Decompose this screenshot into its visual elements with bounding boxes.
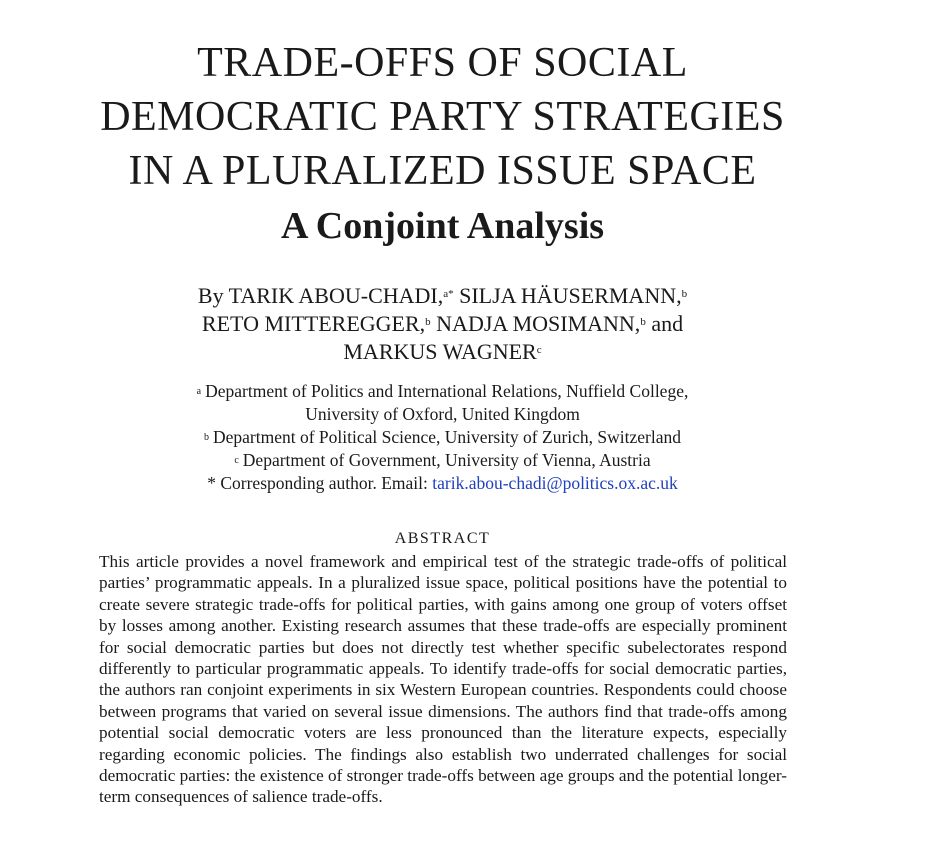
title-line-3: IN A PLURALIZED ISSUE SPACE [128,148,757,194]
affiliation-a-line-2: University of Oxford, United Kingdom [305,404,580,424]
affiliation-b [90,426,795,449]
affiliation-c [90,449,795,472]
affiliation-a-text: Department of Politics and International Relations, Nuffield College, [205,381,689,401]
email-link[interactable]: tarik.abou-chadi@politics.ox.ac.uk [432,473,678,493]
paper-subtitle: A Conjoint Analysis [280,205,605,247]
affiliation-marker: b [204,432,209,443]
affiliation-marker: c [536,344,542,356]
author-list [120,282,765,366]
abstract-text: This article provides a novel framework and empirical test of the strategic trade-offs of political parties’ programmatic appeals. In a pluralized issue space, political positions have the potential to create severe strategic trade-offs for political parties, with gains among one group of voters offset by losses among another. Existing research assumes that these trade-offs are especially prominent for social democratic parties but does not directly test whether specific subelectorates respond differently to particular programmatic appeals. To identify trade-offs for social democratic parties, the authors ran conjoint experiments in six Western European countries. Respondents could choose between programs that varied on several issue dimensions. The authors find that trade-offs among potential social democratic voters are less pronounced than the literature expects, especially regarding economic policies. The findings also establish two underrated challenges for social democratic parties: the existence of stronger trade-offs between age groups and the potential longer-term consequences of salience trade-offs. [99,552,788,807]
affiliations [90,380,795,495]
affiliation-b-text: Department of Political Science, University of Zurich, Switzerland [213,427,681,447]
affiliation-marker: a [196,386,202,397]
author-line-2 [120,310,765,338]
author-mitteregger: RETO MITTEREGGER, [201,311,426,336]
author-wagner: MARKUS WAGNER [343,339,537,364]
author-mosimann: NADJA MOSIMANN, [430,311,641,336]
affiliation-a-line-1 [90,380,795,403]
paper-title [40,36,845,198]
author-conjunction: and [645,311,684,336]
author-hausermann: SILJA HÄUSERMANN, [453,283,682,308]
title-line-1: TRADE-OFFS OF SOCIAL [197,40,688,86]
author-abou-chadi: By TARIK ABOU-CHADI, [197,283,444,308]
corresponding-author [90,472,795,495]
title-line-2: DEMOCRATIC PARTY STRATEGIES [100,94,785,140]
affiliation-marker: a* [443,288,454,300]
affiliation-c-text: Department of Government, University of Vienna, Austria [242,450,651,470]
affiliation-marker: b [425,316,431,328]
author-line-1 [120,282,765,310]
affiliation-marker: c [234,455,239,466]
affiliation-marker: b [640,316,646,328]
author-line-3 [120,338,765,366]
corresponding-label: * Corresponding author. Email: [207,473,433,493]
abstract-heading: ABSTRACT [394,530,491,547]
affiliation-marker: b [681,288,688,300]
